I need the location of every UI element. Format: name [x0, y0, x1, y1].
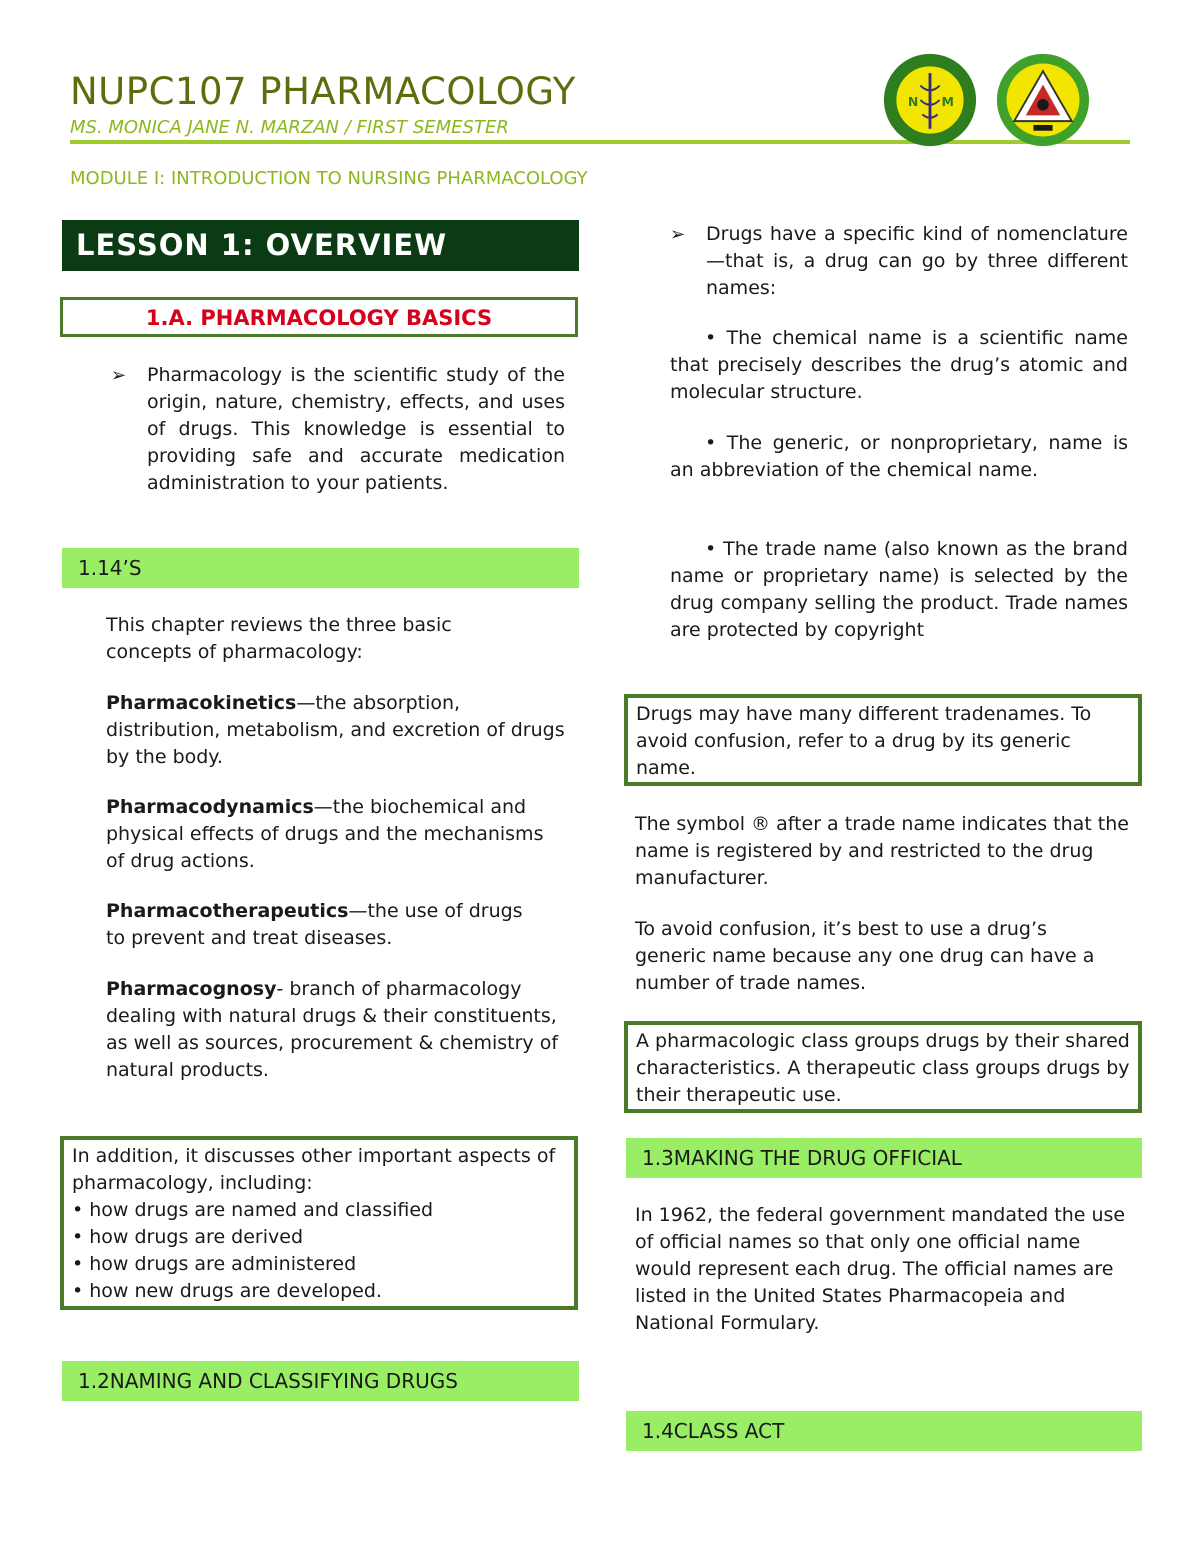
concept-pharmacokinetics: Pharmacokinetics—the absorption, distribution, metabolism, and excretion of drugs by the body.	[106, 692, 565, 768]
section-14s-intro: This chapter reviews the three basic concepts of pharmacology:	[106, 614, 452, 663]
svg-text:N: N	[907, 93, 919, 109]
arrow-bullet-icon: ➢	[111, 365, 127, 386]
list-item: • how drugs are administered	[72, 1251, 566, 1278]
section-14-heading: 1.4CLASS ACT	[626, 1411, 1142, 1451]
concept-pharmacodynamics: Pharmacodynamics—the biochemical and physical effects of drugs and the mechanisms of drug actions.	[106, 796, 544, 872]
lesson-heading: LESSON 1: OVERVIEW	[62, 220, 579, 271]
list-item: • how drugs are named and classified	[72, 1197, 566, 1224]
symbol-paragraph: The symbol ® after a trade name indicates that the name is registered by and restricted to the drug manufacturer.	[635, 813, 1129, 889]
list-item: • how drugs are derived	[72, 1224, 566, 1251]
section-13-text: In 1962, the federal government mandated the use of official names so that only one official name would represent each drug. The official names are listed in the United States Pharmacopeia and National Formulary.	[635, 1204, 1126, 1334]
generic-name-item: • The generic, or nonproprietary, name is an abbreviation of the chemical name.	[670, 432, 1128, 481]
class-box: A pharmacologic class groups drugs by their shared characteristics. A therapeutic class groups drugs by their therapeutic use.	[624, 1021, 1142, 1113]
concept-pharmacognosy: Pharmacognosy- branch of pharmacology dealing with natural drugs & their constituents, as well as sources, procurement & chemistry of natural products.	[106, 978, 559, 1081]
arrow-bullet-icon: ➢	[670, 224, 686, 245]
chemical-name-item: • The chemical name is a scientific name that precisely describes the drug’s atomic and molecular structure.	[670, 327, 1128, 403]
section-14s-heading: 1.14’S	[62, 548, 579, 588]
nomenclature-intro: ➢ Drugs have a specific kind of nomenclature—that is, a drug can go by three different names:	[670, 223, 1128, 299]
module-title: MODULE I: INTRODUCTION TO NURSING PHARMACOLOGY	[70, 168, 588, 189]
section-12-heading: 1.2NAMING AND CLASSIFYING DRUGS	[62, 1361, 579, 1401]
concept-pharmacotherapeutics: Pharmacotherapeutics—the use of drugs to prevent and treat diseases.	[106, 900, 523, 949]
trade-name-item: • The trade name (also known as the brand name or proprietary name) is selected by the drug company selling the product. Trade names are protected by copyright	[670, 538, 1128, 641]
page-title: NUPC107 PHARMACOLOGY	[70, 70, 576, 113]
nursing-seal-logo	[882, 52, 978, 152]
pharmacology-definition: ➢ Pharmacology is the scientific study of the origin, nature, chemistry, effects, and uses of drugs. This knowledge is essential to providing safe and accurate medication administration to your patients.	[111, 364, 565, 494]
confusion-paragraph: To avoid confusion, it’s best to use a drug’s generic name because any one drug can have a number of trade names.	[635, 918, 1095, 994]
university-seal-logo	[995, 52, 1091, 152]
addition-intro: In addition, it discusses other important aspects of pharmacology, including:	[72, 1145, 556, 1194]
section-13-heading: 1.3MAKING THE DRUG OFFICIAL	[626, 1138, 1142, 1178]
svg-text:M: M	[941, 93, 954, 109]
basics-heading: 1.A. PHARMACOLOGY BASICS	[60, 297, 578, 337]
addition-box	[60, 1136, 578, 1310]
tradenames-box: Drugs may have many different tradenames. To avoid confusion, refer to a drug by its generic name.	[624, 694, 1142, 786]
list-item: • how new drugs are developed.	[72, 1278, 566, 1305]
instructor-semester: MS. MONICA JANE N. MARZAN / FIRST SEMESTER	[70, 117, 509, 138]
